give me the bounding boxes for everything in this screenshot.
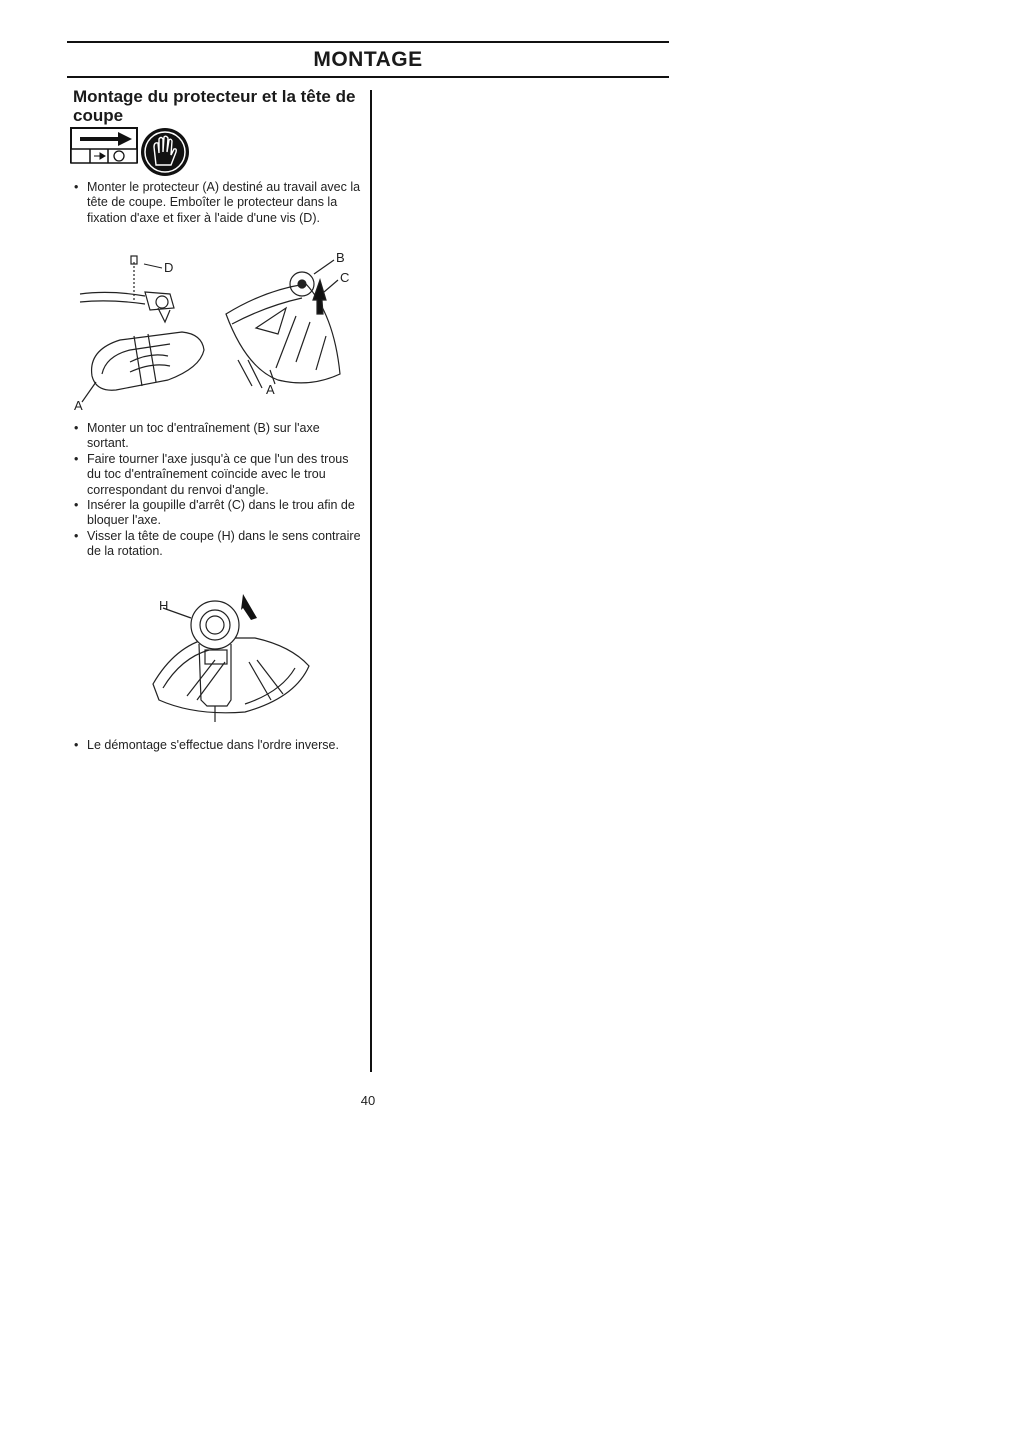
instruction-item: • Monter un toc d'entraînement (B) sur l'axe sortant. [73,421,363,452]
column-divider [370,90,372,1072]
instructions-list-3 [73,738,363,753]
label-c: C [340,270,350,285]
instruction-item: • Monter le protecteur (A) destiné au travail avec la tête de coupe. Emboîter le protecteur dans la fixation d'axe et fixer à l'aide d'une vis (D). [73,180,363,226]
instruction-item: • Le démontage s'effectue dans l'ordre inverse. [73,738,363,753]
rotation-arrow-icon [241,594,257,620]
cutting-head-figure [145,588,315,723]
instruction-item: • Visser la tête de coupe (H) dans le sens contraire de la rotation. [73,529,363,560]
section-title: MONTAGE [313,48,423,71]
label-b: B [336,252,345,265]
mount-book-icon [71,149,137,163]
instructions-list-1 [73,180,363,226]
guard-assembly-figure [70,252,360,414]
label-a-left: A [74,398,83,413]
cutting-head-drawing [153,601,309,722]
instructions-list-2 [73,421,363,560]
header-rule-top [67,41,669,43]
label-h: H [159,598,169,613]
label-a-right: A [266,382,275,397]
guard-a-right-drawing [226,260,340,388]
protective-gloves-icon [141,128,189,176]
leader-line-d [144,264,162,268]
instruction-item: • Faire tourner l'axe jusqu'à ce que l'un des trous du toc d'entraînement coïncide avec le trou correspondant du renvoi d'angle. [73,452,363,498]
subsection-title: Montage du protecteur et la tête de coupe [73,87,356,125]
instruction-item: • Insérer la goupille d'arrêt (C) dans le trou afin de bloquer l'axe. [73,498,363,529]
gear-head-drawing [80,256,174,322]
label-d: D [164,260,174,275]
instruction-icons [70,127,212,177]
page-number: 40 [360,1093,376,1108]
guard-a-left-drawing [82,332,204,402]
header-rule-bottom [67,76,669,78]
